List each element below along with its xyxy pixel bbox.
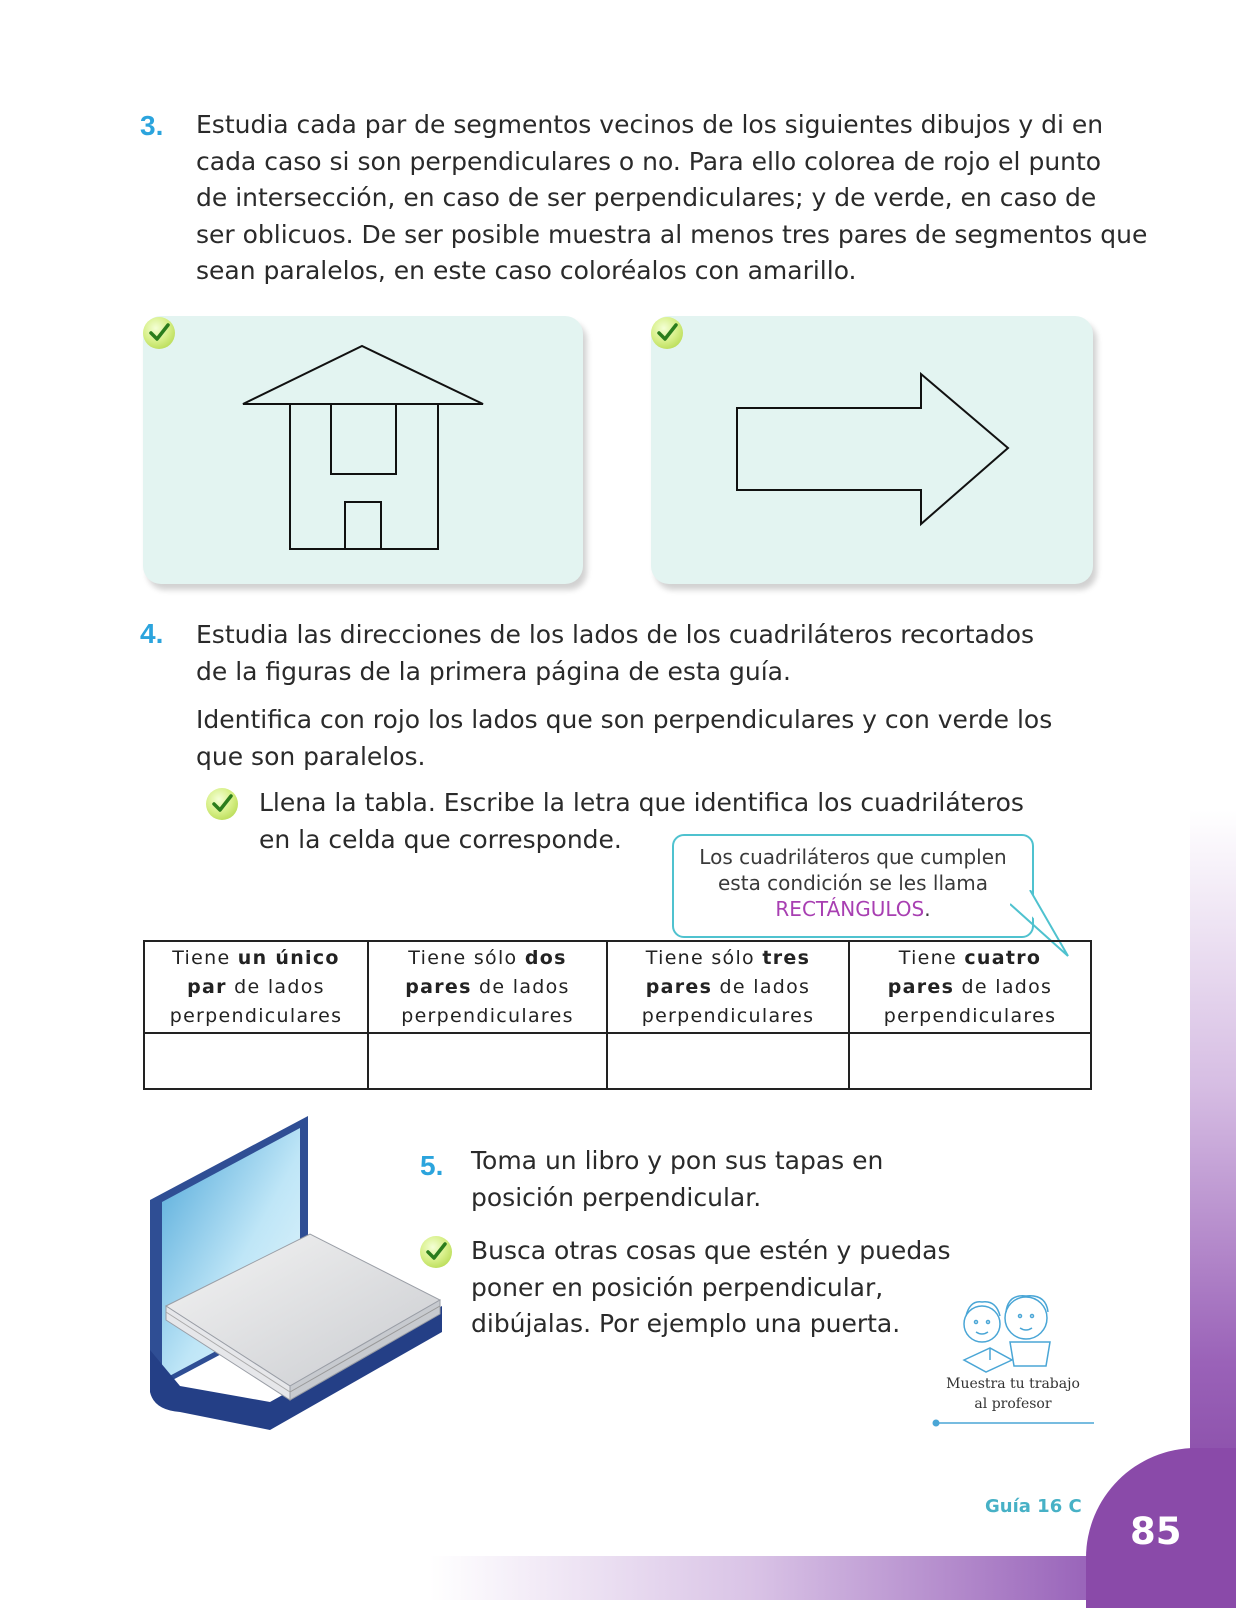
speech-bubble: [672, 834, 1034, 938]
header-text: de lados: [712, 975, 811, 998]
q3-line: cada caso si son perpendiculares o no. Para ello colorea de rojo el punto: [196, 146, 1102, 176]
bubble-line-1: Los cuadriláteros que cumplen: [699, 845, 1007, 869]
header-bold: tres: [762, 946, 811, 969]
teacher-note-line: Muestra tu trabajo: [946, 1376, 1080, 1392]
question-4-number: 4.: [140, 618, 164, 649]
header-bold: pares: [405, 975, 472, 998]
header-text: Tiene: [172, 946, 238, 969]
check-icon: [651, 317, 683, 349]
table-header: [607, 941, 849, 1033]
header-bold: cuatro: [964, 946, 1042, 969]
q4-task-line: en la celda que corresponde.: [259, 824, 622, 854]
header-bold: par: [187, 975, 227, 998]
table-header: [849, 941, 1091, 1033]
header-text: perpendiculares: [401, 1004, 574, 1027]
q3-line: ser oblicuos. De ser posible muestra al menos tres pares de segmentos que: [196, 219, 1148, 249]
header-text: perpendiculares: [883, 1004, 1057, 1027]
header-text: Tiene: [898, 946, 965, 969]
header-bold: un único: [237, 946, 340, 969]
q5-task-line: Busca otras cosas que estén y puedas: [471, 1236, 951, 1265]
header-bold: pares: [645, 975, 713, 998]
guide-label: Guía 16 C: [985, 1496, 1082, 1517]
question-3-text: [196, 107, 1147, 290]
quadrilaterals-table: [143, 940, 1092, 1090]
bubble-period: .: [924, 897, 931, 921]
header-bold: pares: [887, 975, 955, 998]
header-text: de lados: [471, 975, 570, 998]
kids-illustration: [950, 1290, 1080, 1376]
question-5-task: [471, 1233, 951, 1343]
header-text: de lados: [226, 975, 325, 998]
question-5-text: [471, 1143, 883, 1216]
check-icon: [420, 1236, 452, 1268]
table-header: [368, 941, 607, 1033]
answer-cell[interactable]: [144, 1033, 368, 1089]
book-illustration: [140, 1110, 460, 1440]
header-text: Tiene sólo: [408, 946, 525, 969]
rectangulos-highlight: RECTÁNGULOS: [775, 897, 925, 921]
header-text: perpendiculares: [641, 1004, 815, 1027]
teacher-note-underline: [930, 1418, 1096, 1428]
check-icon: [206, 788, 238, 820]
header-text: Tiene sólo: [645, 946, 763, 969]
header-bold: dos: [524, 946, 567, 969]
table-header-row: [144, 941, 1091, 1033]
bubble-line-2: esta condición se les llama: [718, 871, 988, 895]
table-answer-row: [144, 1033, 1091, 1089]
q5-task-line: dibújalas. Por ejemplo una puerta.: [471, 1309, 901, 1338]
question-4-text: [196, 617, 1034, 690]
header-text: perpendiculares: [169, 1004, 343, 1027]
bubble-line-3: [674, 896, 1032, 922]
q4-task-line: Llena la tabla. Escribe la letra que identifica los cuadriláteros: [259, 788, 1024, 817]
q3-line: sean paralelos, en este caso coloréalos con amarillo.: [196, 256, 857, 285]
q4-line: Identifica con rojo los lados que son perpendiculares y con verde los: [196, 705, 1053, 734]
page-number: 85: [1130, 1510, 1182, 1553]
teacher-note-line: al profesor: [974, 1396, 1052, 1412]
q3-line: Estudia cada par de segmentos vecinos de los siguientes dibujos y di en: [196, 110, 1104, 139]
teacher-note: [934, 1374, 1092, 1414]
check-icon: [143, 317, 175, 349]
question-5-number: 5.: [420, 1150, 444, 1181]
q5-line: posición perpendicular.: [471, 1182, 762, 1212]
q5-task-line: poner en posición perpendicular,: [471, 1272, 884, 1302]
answer-cell[interactable]: [849, 1033, 1091, 1089]
house-figure: [143, 316, 583, 584]
q4-line: Estudia las direcciones de los lados de los cuadriláteros recortados: [196, 620, 1035, 649]
q4-line: que son paralelos.: [196, 741, 426, 771]
arrow-figure: [651, 316, 1093, 584]
q4-line: de la figuras de la primera página de esta guía.: [196, 656, 791, 686]
header-text: de lados: [954, 975, 1053, 998]
arrow-panel: [651, 316, 1093, 584]
q5-line: Toma un libro y pon sus tapas en: [471, 1146, 884, 1175]
q3-line: de intersección, en caso de ser perpendiculares; y de verde, en caso de: [196, 183, 1097, 212]
answer-cell[interactable]: [368, 1033, 607, 1089]
table-header: [144, 941, 368, 1033]
question-3-number: 3.: [140, 110, 164, 141]
answer-cell[interactable]: [607, 1033, 849, 1089]
question-4-instruction: [196, 702, 1052, 775]
house-panel: [143, 316, 583, 584]
